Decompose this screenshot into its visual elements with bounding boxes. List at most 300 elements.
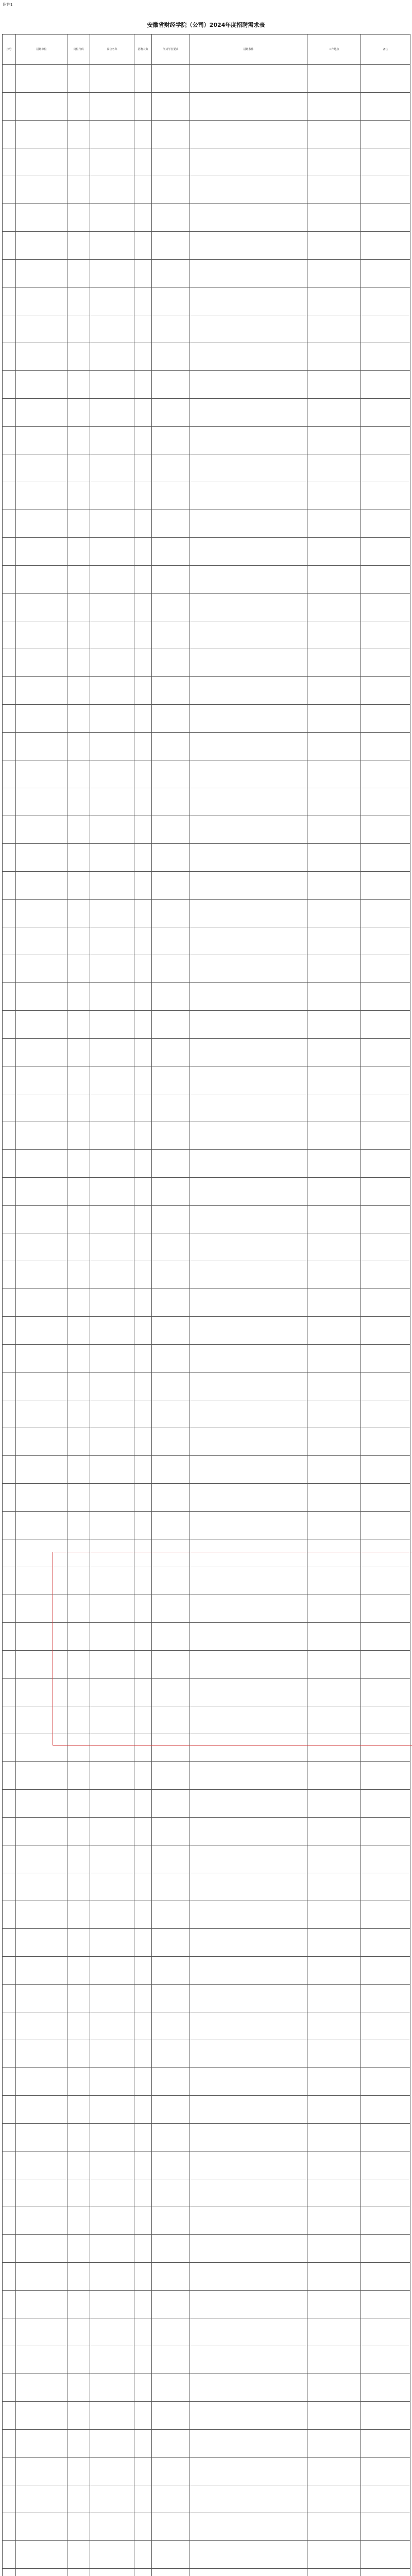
table-cell (3, 2374, 16, 2402)
table-cell (67, 1567, 90, 1595)
table-row (3, 2207, 410, 2235)
table-cell (190, 2151, 307, 2179)
table-cell (67, 1985, 90, 2012)
table-cell (3, 2485, 16, 2513)
table-cell (152, 204, 190, 232)
table-cell (16, 1679, 67, 1706)
table-cell (90, 1790, 134, 1818)
table-cell (152, 788, 190, 816)
table-row (3, 371, 410, 399)
table-cell (361, 1011, 410, 1039)
table-cell (307, 1706, 361, 1734)
table-cell (3, 2040, 16, 2068)
table-cell (190, 788, 307, 816)
table-cell (90, 1512, 134, 1539)
table-cell (361, 1122, 410, 1150)
table-row (3, 1011, 410, 1039)
table-cell (16, 1512, 67, 1539)
table-row (3, 2235, 410, 2263)
table-cell (307, 343, 361, 371)
table-cell (134, 1178, 152, 1206)
table-cell (190, 371, 307, 399)
table-cell (307, 538, 361, 566)
table-cell (361, 1345, 410, 1372)
table-cell (90, 427, 134, 454)
table-cell (90, 955, 134, 983)
table-cell (16, 1595, 67, 1623)
table-cell (67, 1039, 90, 1066)
table-cell (152, 955, 190, 983)
table-cell (90, 538, 134, 566)
table-cell (361, 343, 410, 371)
table-cell (152, 2040, 190, 2068)
table-cell (3, 1400, 16, 1428)
table-cell (134, 760, 152, 788)
table-cell (90, 1428, 134, 1456)
table-cell (307, 1539, 361, 1567)
table-cell (90, 1372, 134, 1400)
table-cell (90, 621, 134, 649)
table-row (3, 2040, 410, 2068)
table-cell (361, 1901, 410, 1929)
table-cell (307, 482, 361, 510)
table-cell (67, 677, 90, 705)
table-row (3, 1845, 410, 1873)
table-row (3, 1818, 410, 1845)
table-cell (16, 65, 67, 93)
table-row (3, 1345, 410, 1372)
table-cell (134, 1039, 152, 1066)
table-cell (190, 482, 307, 510)
table-cell (90, 1345, 134, 1372)
table-cell (361, 121, 410, 148)
table-cell (134, 65, 152, 93)
table-cell (307, 121, 361, 148)
table-cell (67, 399, 90, 427)
table-cell (361, 2318, 410, 2346)
table-cell (152, 260, 190, 287)
table-cell (3, 1261, 16, 1289)
table-cell (67, 1762, 90, 1790)
table-cell (16, 1484, 67, 1512)
table-cell (3, 1150, 16, 1178)
table-cell (361, 232, 410, 260)
table-cell (67, 371, 90, 399)
table-cell (90, 1400, 134, 1428)
table-cell (361, 2040, 410, 2068)
table-cell (134, 1094, 152, 1122)
table-cell (307, 1901, 361, 1929)
table-cell (3, 2513, 16, 2541)
table-cell (67, 927, 90, 955)
table-cell (307, 2541, 361, 2569)
table-cell (190, 1567, 307, 1595)
table-cell (152, 900, 190, 927)
table-cell (3, 148, 16, 176)
table-row (3, 204, 410, 232)
table-cell (190, 343, 307, 371)
table-cell (134, 1066, 152, 1094)
table-cell (16, 1957, 67, 1985)
table-cell (67, 1512, 90, 1539)
table-cell (134, 1122, 152, 1150)
table-cell (152, 705, 190, 733)
table-cell (307, 705, 361, 733)
table-cell (190, 1901, 307, 1929)
table-cell (307, 566, 361, 594)
table-cell (67, 1428, 90, 1456)
table-cell (361, 510, 410, 538)
table-cell (152, 343, 190, 371)
table-cell (3, 733, 16, 760)
table-cell (3, 1456, 16, 1484)
table-cell (190, 1039, 307, 1066)
table-cell (307, 872, 361, 900)
table-cell (152, 1484, 190, 1512)
table-cell (307, 1845, 361, 1873)
table-cell (307, 760, 361, 788)
table-cell (90, 1818, 134, 1845)
table-row (3, 2374, 410, 2402)
table-cell (307, 1317, 361, 1345)
table-cell (307, 1150, 361, 1178)
table-cell (3, 900, 16, 927)
table-cell (16, 2040, 67, 2068)
table-cell (90, 1929, 134, 1957)
table-cell (3, 1512, 16, 1539)
table-cell (190, 677, 307, 705)
table-row (3, 1957, 410, 1985)
table-cell (134, 1484, 152, 1512)
table-cell (134, 204, 152, 232)
table-cell (67, 621, 90, 649)
table-cell (134, 2485, 152, 2513)
table-cell (152, 2346, 190, 2374)
table-cell (361, 538, 410, 566)
table-cell (307, 1512, 361, 1539)
table-cell (16, 2346, 67, 2374)
table-cell (3, 1706, 16, 1734)
table-cell (3, 1929, 16, 1957)
table-cell (16, 1456, 67, 1484)
table-cell (3, 260, 16, 287)
table-cell (307, 1985, 361, 2012)
table-cell (190, 454, 307, 482)
table-row (3, 315, 410, 343)
table-cell (307, 399, 361, 427)
table-row (3, 1428, 410, 1456)
table-cell (190, 2040, 307, 2068)
table-cell (190, 1206, 307, 1233)
table-cell (134, 677, 152, 705)
table-cell (16, 2569, 67, 2576)
table-cell (67, 1790, 90, 1818)
table-cell (67, 566, 90, 594)
table-cell (3, 2179, 16, 2207)
table-cell (134, 900, 152, 927)
table-cell (67, 1679, 90, 1706)
table-cell (361, 1094, 410, 1122)
table-cell (152, 1512, 190, 1539)
table-row (3, 1929, 410, 1957)
table-cell (16, 2124, 67, 2151)
table-cell (3, 2124, 16, 2151)
table-cell (152, 2012, 190, 2040)
table-cell (3, 844, 16, 872)
table-cell (190, 2513, 307, 2541)
table-cell (67, 1929, 90, 1957)
table-cell (3, 2346, 16, 2374)
table-row (3, 1734, 410, 1762)
table-cell (3, 1233, 16, 1261)
table-row (3, 1150, 410, 1178)
table-row (3, 1901, 410, 1929)
table-row (3, 287, 410, 315)
table-cell (307, 1456, 361, 1484)
table-cell (307, 1261, 361, 1289)
table-cell (152, 1372, 190, 1400)
table-row (3, 1484, 410, 1512)
table-cell (90, 2096, 134, 2124)
table-cell (16, 844, 67, 872)
table-cell (152, 315, 190, 343)
table-cell (361, 927, 410, 955)
table-cell (90, 1623, 134, 1651)
table-cell (134, 1567, 152, 1595)
table-cell (190, 1178, 307, 1206)
table-row (3, 677, 410, 705)
table-cell (3, 1484, 16, 1512)
table-cell (307, 148, 361, 176)
table-cell (16, 1178, 67, 1206)
table-cell (67, 844, 90, 872)
table-cell (16, 1623, 67, 1651)
table-cell (67, 1150, 90, 1178)
table-row (3, 1456, 410, 1484)
table-cell (307, 2151, 361, 2179)
table-cell (134, 2318, 152, 2346)
table-row (3, 1651, 410, 1679)
table-header-row (3, 35, 410, 65)
table-cell (3, 872, 16, 900)
header-cell: 岗位名称 (90, 35, 134, 65)
table-cell (90, 204, 134, 232)
table-cell (361, 2207, 410, 2235)
table-cell (67, 1011, 90, 1039)
table-cell (190, 315, 307, 343)
table-cell (152, 760, 190, 788)
table-row (3, 1790, 410, 1818)
table-cell (67, 204, 90, 232)
table-row (3, 816, 410, 844)
table-cell (361, 2402, 410, 2430)
table-cell (152, 2318, 190, 2346)
table-cell (307, 1094, 361, 1122)
table-row (3, 2541, 410, 2569)
table-cell (3, 1734, 16, 1762)
table-cell (190, 148, 307, 176)
table-row (3, 1122, 410, 1150)
table-cell (152, 1873, 190, 1901)
table-cell (152, 1400, 190, 1428)
table-cell (3, 2402, 16, 2430)
table-cell (90, 2346, 134, 2374)
table-cell (134, 2569, 152, 2576)
table-cell (67, 955, 90, 983)
table-cell (190, 1094, 307, 1122)
table-cell (307, 2430, 361, 2458)
table-cell (361, 93, 410, 121)
table-cell (152, 927, 190, 955)
table-cell (90, 1178, 134, 1206)
table-cell (67, 1178, 90, 1206)
table-cell (307, 1484, 361, 1512)
table-cell (361, 1567, 410, 1595)
table-cell (3, 371, 16, 399)
table-cell (361, 621, 410, 649)
table-cell (307, 65, 361, 93)
table-cell (134, 176, 152, 204)
table-cell (16, 1901, 67, 1929)
table-cell (3, 176, 16, 204)
table-cell (134, 315, 152, 343)
table-cell (90, 371, 134, 399)
table-cell (152, 1039, 190, 1066)
table-row (3, 1289, 410, 1317)
table-cell (361, 983, 410, 1011)
table-cell (3, 2263, 16, 2291)
table-cell (361, 2151, 410, 2179)
table-cell (3, 538, 16, 566)
table-cell (361, 955, 410, 983)
table-cell (16, 955, 67, 983)
table-cell (134, 2040, 152, 2068)
table-cell (3, 93, 16, 121)
table-cell (361, 482, 410, 510)
table-cell (190, 2346, 307, 2374)
table-row (3, 2346, 410, 2374)
table-cell (361, 1957, 410, 1985)
table-cell (152, 1929, 190, 1957)
table-cell (134, 1456, 152, 1484)
table-cell (90, 315, 134, 343)
table-cell (190, 705, 307, 733)
table-cell (152, 1428, 190, 1456)
table-cell (190, 2541, 307, 2569)
table-cell (190, 1317, 307, 1345)
table-row (3, 1094, 410, 1122)
table-cell (134, 1289, 152, 1317)
table-cell (90, 1567, 134, 1595)
table-cell (152, 816, 190, 844)
table-cell (3, 427, 16, 454)
table-cell (3, 1762, 16, 1790)
table-cell (190, 1762, 307, 1790)
table-cell (152, 844, 190, 872)
table-cell (16, 260, 67, 287)
table-cell (90, 927, 134, 955)
table-row (3, 1512, 410, 1539)
table-cell (152, 1957, 190, 1985)
table-cell (67, 1623, 90, 1651)
table-row (3, 232, 410, 260)
table-cell (190, 872, 307, 900)
table-cell (16, 594, 67, 621)
table-cell (90, 1845, 134, 1873)
table-cell (190, 1011, 307, 1039)
table-cell (152, 1567, 190, 1595)
table-cell (361, 1985, 410, 2012)
table-cell (3, 788, 16, 816)
table-cell (3, 927, 16, 955)
table-row (3, 1206, 410, 1233)
table-row (3, 1873, 410, 1901)
table-cell (307, 1400, 361, 1428)
table-cell (90, 1261, 134, 1289)
table-cell (190, 1150, 307, 1178)
table-cell (67, 2541, 90, 2569)
table-cell (307, 1651, 361, 1679)
table-cell (3, 2235, 16, 2263)
table-cell (90, 2485, 134, 2513)
table-cell (90, 872, 134, 900)
table-row (3, 121, 410, 148)
table-cell (3, 1873, 16, 1901)
table-cell (16, 1206, 67, 1233)
table-cell (361, 1233, 410, 1261)
table-cell (361, 1762, 410, 1790)
table-cell (361, 733, 410, 760)
table-cell (16, 2402, 67, 2430)
table-cell (190, 2374, 307, 2402)
table-cell (190, 176, 307, 204)
table-cell (67, 1484, 90, 1512)
table-row (3, 1539, 410, 1567)
table-row (3, 733, 410, 760)
table-cell (16, 2541, 67, 2569)
table-row (3, 1039, 410, 1066)
table-cell (134, 983, 152, 1011)
table-cell (307, 1679, 361, 1706)
table-cell (16, 121, 67, 148)
table-cell (67, 1317, 90, 1345)
table-cell (67, 1706, 90, 1734)
table-cell (361, 2513, 410, 2541)
table-row (3, 1623, 410, 1651)
table-cell (190, 204, 307, 232)
table-cell (134, 1595, 152, 1623)
table-cell (90, 1762, 134, 1790)
table-cell (190, 1651, 307, 1679)
table-cell (190, 1233, 307, 1261)
table-cell (16, 733, 67, 760)
table-cell (190, 1706, 307, 1734)
table-cell (152, 1233, 190, 1261)
table-cell (152, 1679, 190, 1706)
table-cell (361, 2541, 410, 2569)
table-cell (134, 2346, 152, 2374)
table-cell (90, 121, 134, 148)
table-cell (67, 482, 90, 510)
table-cell (67, 1261, 90, 1289)
table-cell (67, 2096, 90, 2124)
table-cell (90, 2541, 134, 2569)
table-cell (190, 287, 307, 315)
table-cell (152, 1539, 190, 1567)
table-cell (16, 1567, 67, 1595)
table-cell (16, 1734, 67, 1762)
table-cell (67, 1206, 90, 1233)
